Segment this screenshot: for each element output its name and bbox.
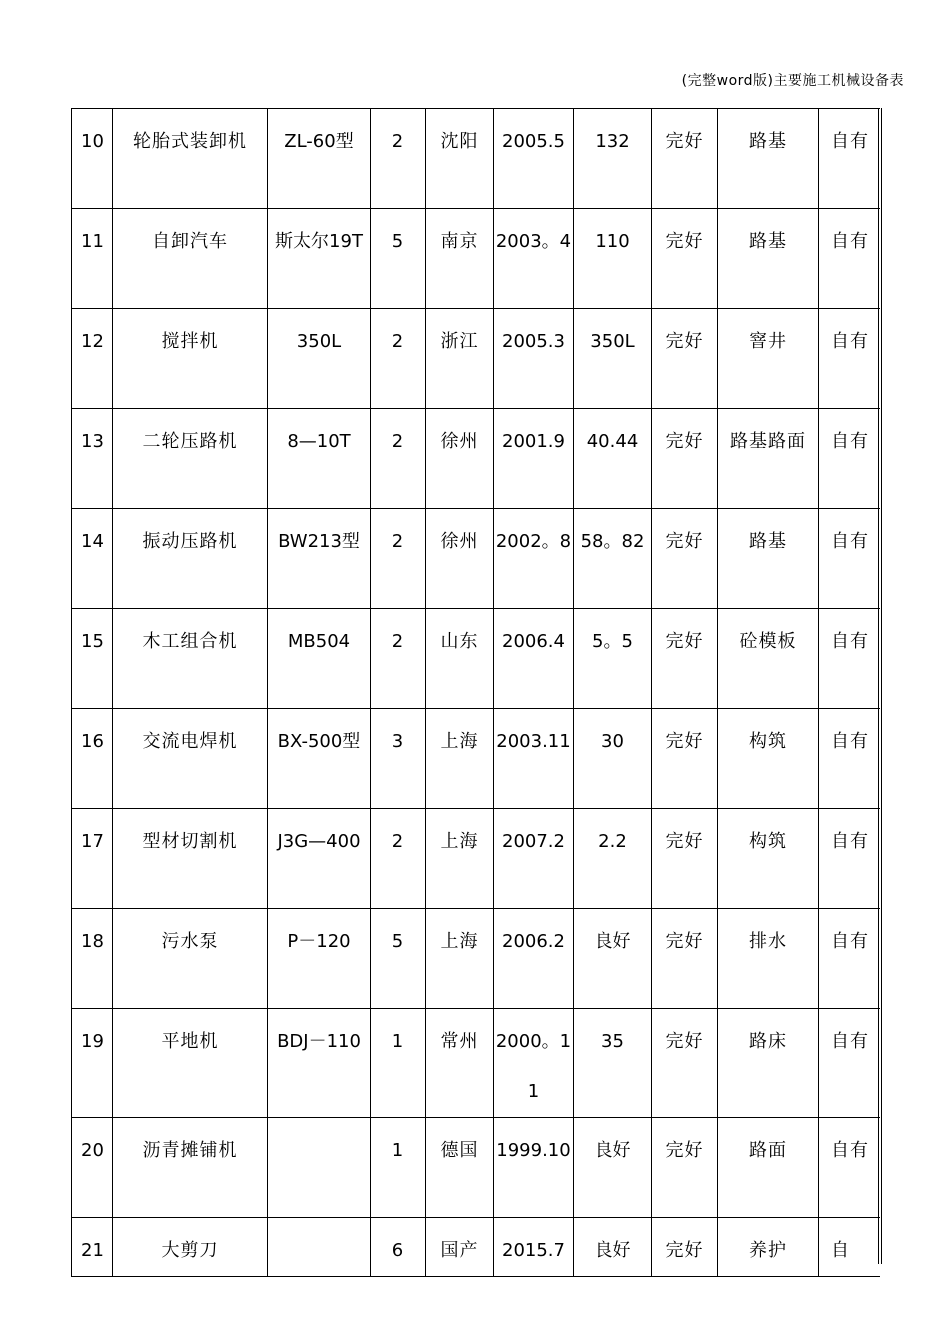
table-row [72, 1009, 880, 1118]
cell-usage: 路基 [718, 109, 819, 209]
table-row [72, 909, 880, 1009]
cell-equipment-name: 大剪刀 [113, 1218, 268, 1277]
cell-model [268, 1218, 371, 1277]
cell-model: 350L [268, 309, 371, 409]
cell-number: 17 [72, 809, 113, 909]
cell-origin: 常州 [426, 1009, 494, 1118]
cell-equipment-name: 型材切割机 [113, 809, 268, 909]
cell-manufacture-date: 2006.2 [494, 909, 574, 1009]
cell-quantity: 1 [371, 1118, 426, 1218]
cell-quantity: 2 [371, 509, 426, 609]
cell-number: 11 [72, 209, 113, 309]
cell-condition: 完好 [652, 309, 718, 409]
cell-number: 21 [72, 1218, 113, 1277]
cell-quantity: 6 [371, 1218, 426, 1277]
cell-ownership: 自有 [819, 609, 880, 709]
cell-power: 40.44 [574, 409, 652, 509]
cell-quantity: 1 [371, 1009, 426, 1118]
cell-number: 16 [72, 709, 113, 809]
cell-condition: 完好 [652, 609, 718, 709]
cell-condition: 完好 [652, 109, 718, 209]
cell-usage: 路基 [718, 209, 819, 309]
cell-equipment-name: 污水泵 [113, 909, 268, 1009]
cell-number: 20 [72, 1118, 113, 1218]
cell-condition: 完好 [652, 1118, 718, 1218]
cell-quantity: 2 [371, 809, 426, 909]
cell-model: BW213型 [268, 509, 371, 609]
cell-origin: 徐州 [426, 509, 494, 609]
equipment-table [71, 108, 880, 1277]
cell-usage: 构筑 [718, 709, 819, 809]
cell-quantity: 2 [371, 409, 426, 509]
cell-condition: 完好 [652, 1218, 718, 1277]
cell-manufacture-date: 2015.7 [494, 1218, 574, 1277]
cell-origin: 浙江 [426, 309, 494, 409]
cell-equipment-name: 平地机 [113, 1009, 268, 1118]
cell-usage: 路基路面 [718, 409, 819, 509]
cell-model: BDJ－110 [268, 1009, 371, 1118]
cell-usage: 构筑 [718, 809, 819, 909]
cell-number: 10 [72, 109, 113, 209]
table-row [72, 109, 880, 209]
cell-usage: 排水 [718, 909, 819, 1009]
cell-quantity: 3 [371, 709, 426, 809]
cell-manufacture-date: 2000。11 [494, 1009, 574, 1118]
cell-origin: 沈阳 [426, 109, 494, 209]
cell-condition: 完好 [652, 1009, 718, 1118]
table-row [72, 209, 880, 309]
cell-model: ZL-60型 [268, 109, 371, 209]
cell-number: 15 [72, 609, 113, 709]
cell-number: 14 [72, 509, 113, 609]
table-row [72, 1118, 880, 1218]
cell-model: 斯太尔19T [268, 209, 371, 309]
cell-ownership: 自有 [819, 109, 880, 209]
cell-ownership: 自有 [819, 309, 880, 409]
cell-ownership: 自有 [819, 1009, 880, 1118]
cell-manufacture-date: 2005.3 [494, 309, 574, 409]
cell-equipment-name: 沥青摊铺机 [113, 1118, 268, 1218]
cell-origin: 徐州 [426, 409, 494, 509]
cell-number: 13 [72, 409, 113, 509]
cell-usage: 养护 [718, 1218, 819, 1277]
cell-equipment-name: 木工组合机 [113, 609, 268, 709]
cell-ownership: 自有 [819, 809, 880, 909]
cell-model [268, 1118, 371, 1218]
table-row [72, 609, 880, 709]
cell-model: P－120 [268, 909, 371, 1009]
table-row [72, 709, 880, 809]
cell-quantity: 5 [371, 209, 426, 309]
table-row [72, 409, 880, 509]
cell-condition: 完好 [652, 509, 718, 609]
cell-power: 58。82 [574, 509, 652, 609]
cell-origin: 国产 [426, 1218, 494, 1277]
cell-condition: 完好 [652, 709, 718, 809]
cell-condition: 完好 [652, 909, 718, 1009]
cell-condition: 完好 [652, 409, 718, 509]
cell-number: 19 [72, 1009, 113, 1118]
cell-origin: 上海 [426, 809, 494, 909]
cell-equipment-name: 轮胎式装卸机 [113, 109, 268, 209]
cell-ownership: 自有 [819, 409, 880, 509]
cell-equipment-name: 二轮压路机 [113, 409, 268, 509]
cell-power: 良好 [574, 1218, 652, 1277]
cell-power: 110 [574, 209, 652, 309]
cell-quantity: 5 [371, 909, 426, 1009]
cell-manufacture-date: 2007.2 [494, 809, 574, 909]
cell-power: 良好 [574, 1118, 652, 1218]
table-row [72, 309, 880, 409]
cell-ownership: 自有 [819, 709, 880, 809]
cell-quantity: 2 [371, 309, 426, 409]
cell-number: 18 [72, 909, 113, 1009]
cell-power: 良好 [574, 909, 652, 1009]
cell-manufacture-date: 2003。4 [494, 209, 574, 309]
cell-power: 5。5 [574, 609, 652, 709]
cell-manufacture-date: 2006.4 [494, 609, 574, 709]
cell-manufacture-date: 1999.10 [494, 1118, 574, 1218]
cell-condition: 完好 [652, 209, 718, 309]
cell-origin: 德国 [426, 1118, 494, 1218]
cell-model: MB504 [268, 609, 371, 709]
cell-usage: 砼模板 [718, 609, 819, 709]
cell-usage: 路基 [718, 509, 819, 609]
cell-quantity: 2 [371, 109, 426, 209]
cell-model: BX-500型 [268, 709, 371, 809]
table-row [72, 1218, 880, 1277]
cell-model: J3G—400 [268, 809, 371, 909]
cell-model: 8—10T [268, 409, 371, 509]
table-row [72, 509, 880, 609]
cell-ownership: 自有 [819, 1118, 880, 1218]
table-body [72, 109, 880, 1277]
table-right-border-outer [881, 108, 882, 1264]
cell-manufacture-date: 2003.11 [494, 709, 574, 809]
cell-equipment-name: 搅拌机 [113, 309, 268, 409]
cell-equipment-name: 振动压路机 [113, 509, 268, 609]
cell-power: 350L [574, 309, 652, 409]
cell-ownership: 自有 [819, 909, 880, 1009]
cell-power: 35 [574, 1009, 652, 1118]
cell-ownership: 自有 [819, 509, 880, 609]
cell-origin: 南京 [426, 209, 494, 309]
cell-quantity: 2 [371, 609, 426, 709]
cell-power: 132 [574, 109, 652, 209]
cell-ownership: 自有 [819, 209, 880, 309]
cell-origin: 上海 [426, 709, 494, 809]
cell-usage: 路面 [718, 1118, 819, 1218]
cell-usage: 窨井 [718, 309, 819, 409]
table-right-border [878, 108, 879, 1264]
cell-origin: 山东 [426, 609, 494, 709]
cell-ownership: 自 [819, 1218, 880, 1277]
table-row [72, 809, 880, 909]
cell-condition: 完好 [652, 809, 718, 909]
page-header-title: (完整word版)主要施工机械设备表 [681, 73, 904, 89]
cell-manufacture-date: 2002。8 [494, 509, 574, 609]
cell-equipment-name: 自卸汽车 [113, 209, 268, 309]
cell-origin: 上海 [426, 909, 494, 1009]
cell-power: 30 [574, 709, 652, 809]
cell-usage: 路床 [718, 1009, 819, 1118]
cell-power: 2.2 [574, 809, 652, 909]
cell-number: 12 [72, 309, 113, 409]
cell-manufacture-date: 2005.5 [494, 109, 574, 209]
cell-manufacture-date: 2001.9 [494, 409, 574, 509]
cell-equipment-name: 交流电焊机 [113, 709, 268, 809]
